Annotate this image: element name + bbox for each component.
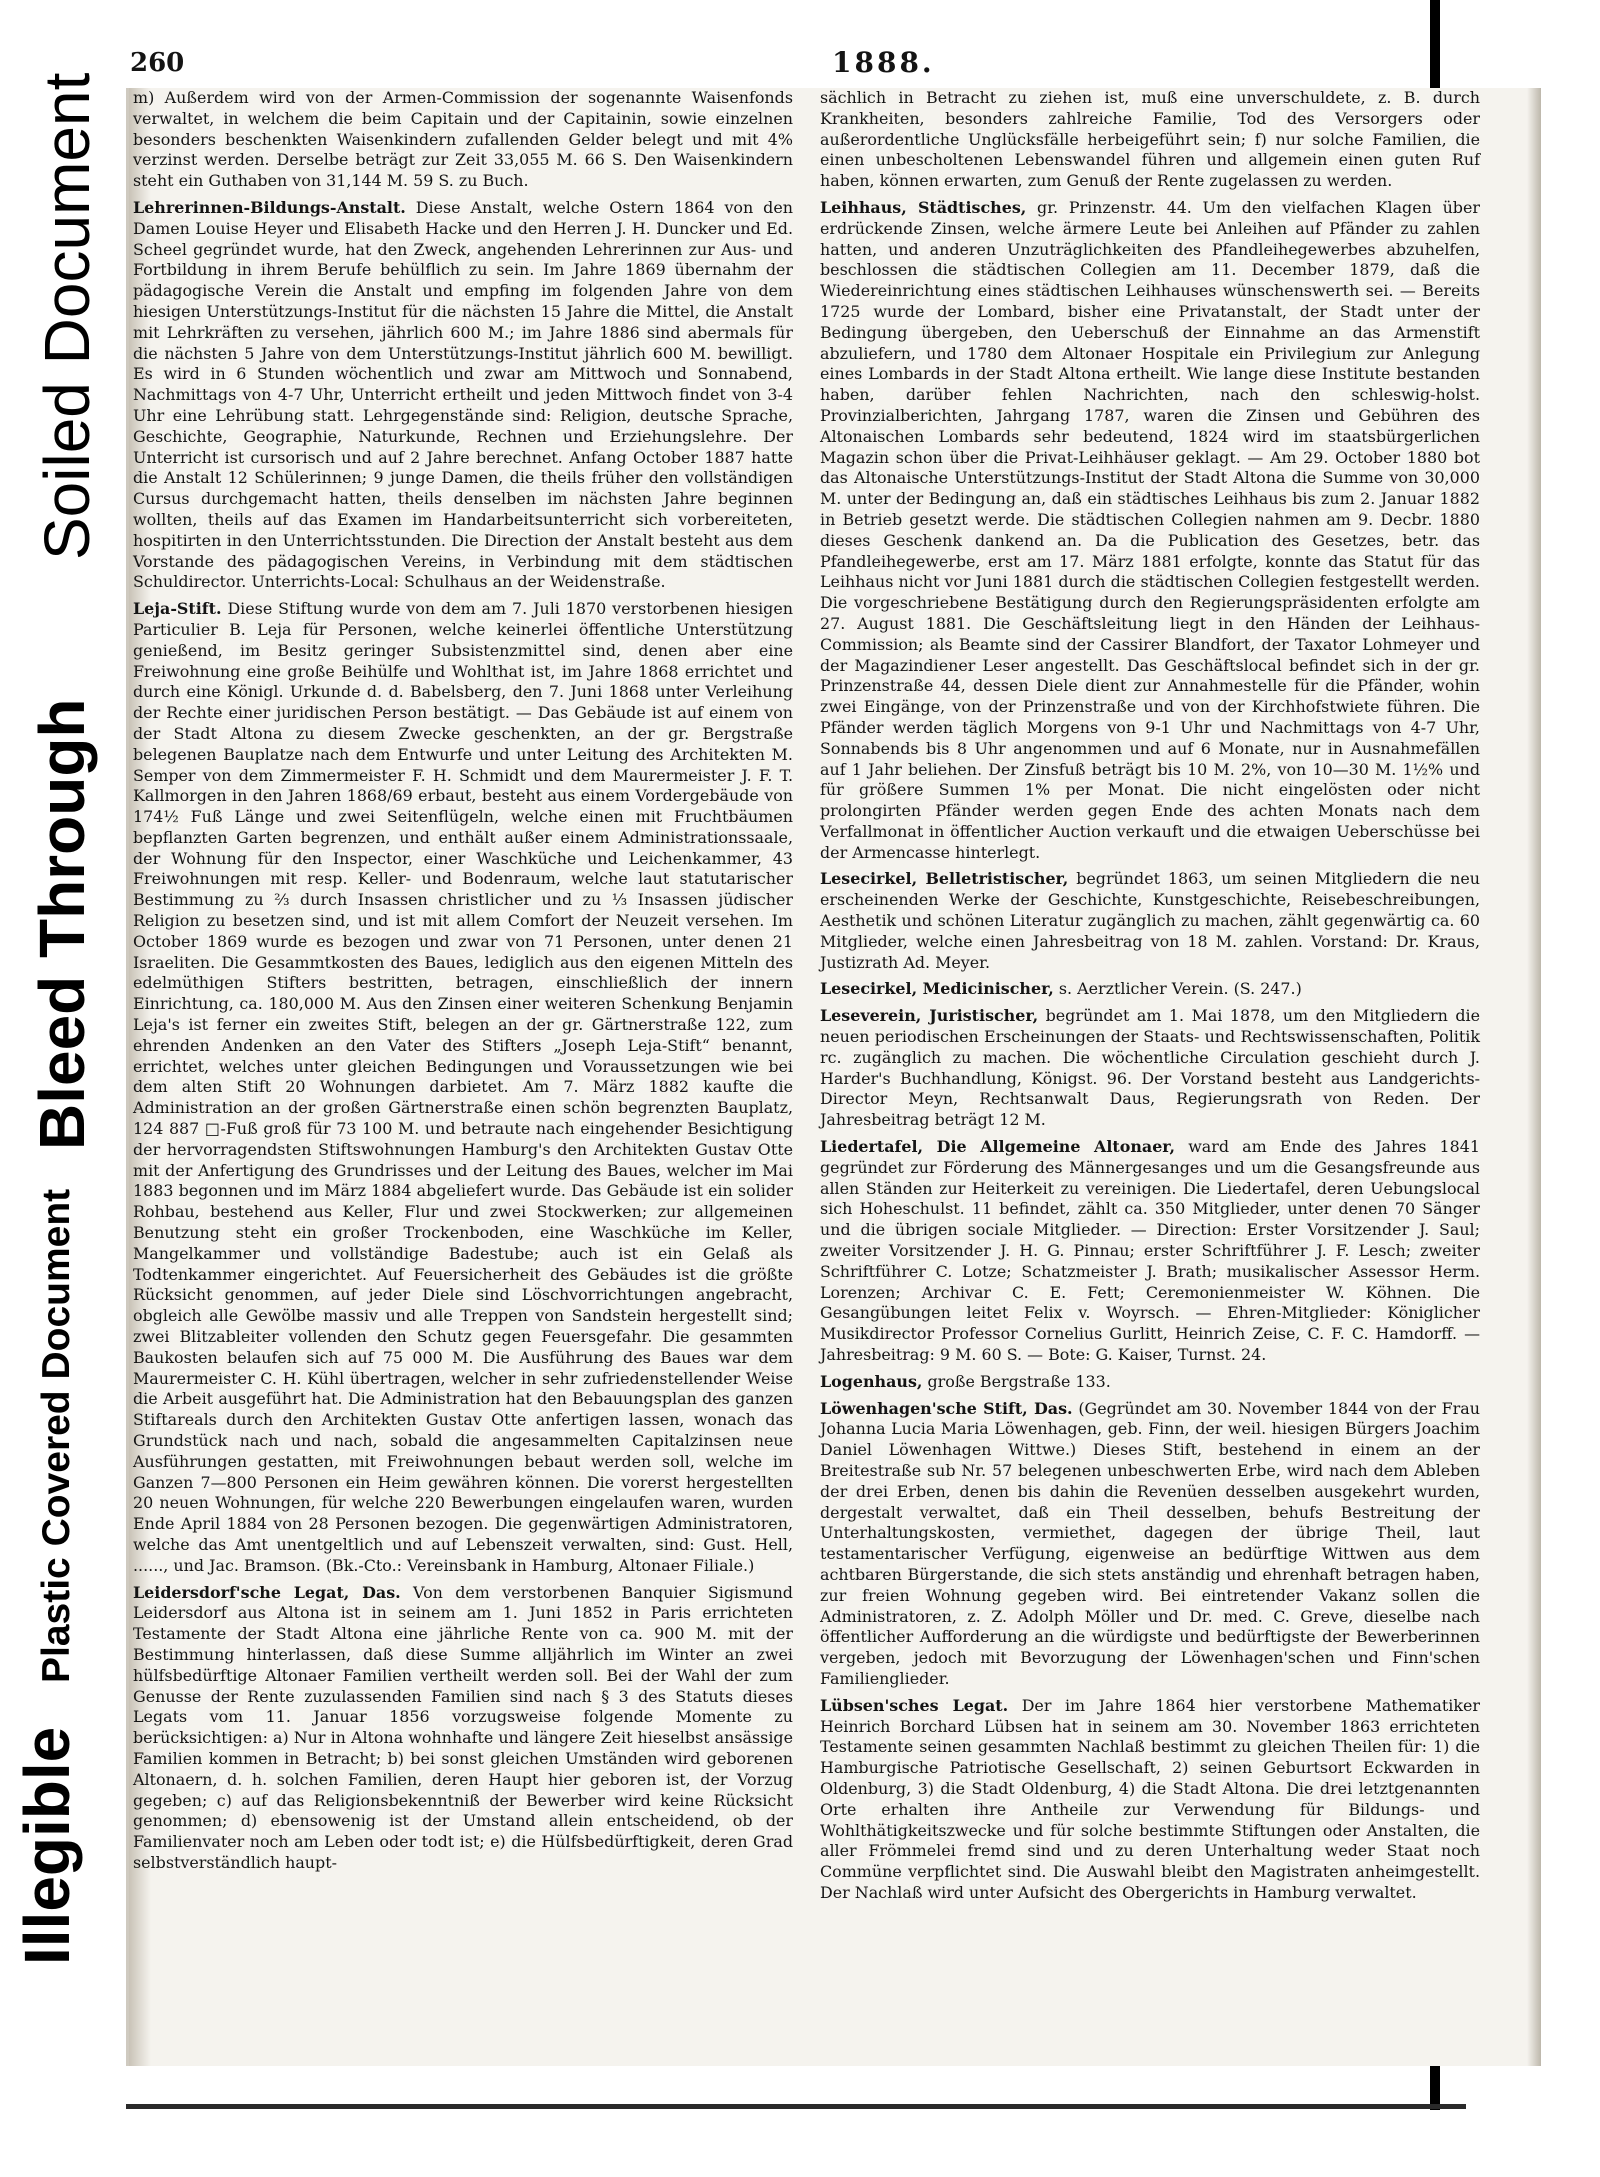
right-column <box>820 88 1480 1910</box>
entry-text: s. Aerztlicher Verein. (S. 247.) <box>1058 979 1302 999</box>
entry-text: sächlich in Betracht zu ziehen ist, muß eine unverschuldete, z. B. durch Krankheiten, besonders zahlreiche Familie, Tod des Versorgers oder außerordentliche Unglücksfälle herbeigeführt sein; f) nur solche Familien, die einen unbescholtenen Lebenswandel führen und allgemein einen guten Ruf haben, können erwarten, zum Genuß der Rente zugelassen zu werden. <box>820 88 1480 191</box>
entry-lemma: Löwenhagen'sche Stift, Das. <box>820 1398 1073 1418</box>
stamp-plastic-covered: Plastic Covered Document <box>35 1188 78 1683</box>
scan-edge-bottom <box>126 2104 1466 2109</box>
entry-lemma: Lesecirkel, Belletristischer, <box>820 869 1069 889</box>
entry-text: ward am Ende des Jahres 1841 gegründet zur Förderung des Männergesanges und um die Gesangsfreunde aus allen Ständen zur Heiterkeit zu vereinigen. Die Liedertafel, deren Uebungslocal sich Hoheschulst. 11 befindet, zählt ca. 350 Mitglieder, unter denen 70 Sänger und die übrigen sociale Mitglieder. — Direction: Erster Vorsitzender J. Saul; zweiter Vorsitzender J. H. G. Pinnau; erster Schriftführer J. F. Lesch; zweiter Schriftführer C. Lotze; Schatzmeister J. Brath; musikalischer Assessor Herm. Lorenzen; Archivar C. E. Fett; Ceremonienmeister W. Köhnen. Die Gesangübungen leitet Felix v. Woyrsch. — Ehren-Mitglieder: Königlicher Musikdirector Professor Cornelius Gurlitt, Heinrich Zeise, C. F. C. Hamdorff. — Jahresbeitrag: 9 M. 60 S. — Bote: G. Kaiser, Turnst. 24. <box>820 1137 1480 1365</box>
entry-paragraph <box>820 88 1480 192</box>
stamp-bleed-through: Bleed Through <box>26 698 98 1150</box>
entry-lemma: Leja-Stift. <box>133 599 222 619</box>
entry-text: gr. Prinzenstr. 44. Um den vielfachen Klagen über erdrückende Zinsen, welche ärmere Leute bei Anleihen auf Pfänder zu zahlen hatten, und anderen Unzuträglichkeiten des Pfandleihegewerbes abzuhelfen, beschlossen die städtischen Collegien am 11. December 1879, daß die Wiedereinrichtung eines städtischen Leihhauses wünschenswerth sei. — Bereits 1725 wurde der Lombard, bisher eine Privatanstalt, der Stadt unter der Bedingung übergeben, den Ueberschuß der Einnahme an das Armenstift abzuliefern, und 1780 dem Altonaer Hospitale ein Privilegium zur Anlegung eines Lombards in der Stadt Altona ertheilt. Wie lange diese Institute bestanden haben, darüber fehlen Nachrichten, nach den schleswig-holst. Provinzialberichten, Jahrgang 1787, waren die Zinsen und Gebühren des Altonaischen Lombards sehr bedeutend, 1824 wird im staatsbürgerlichen Magazin schon über die Privat-Leihhäuser geklagt. — Am 29. October 1880 bot das Altonaische Unterstützungs-Institut der Stadt Altona die Summe von 30,000 M. unter der Bedingung an, daß ein städtisches Leihhaus bis zum 2. Januar 1882 in Betrieb gesetzt werde. Die städtischen Collegien nahmen am 9. Decbr. 1880 dieses Geschenk dankend an. Da die Publication des Gesetzes, betr. das Pfandleihegewerbe, erst am 17. März 1881 erfolgte, konnte das Statut für das Leihhaus nicht vor Juni 1881 durch die städtischen Collegien festgestellt werden. Die vorgeschriebene Bestätigung durch den Regierungspräsidenten erfolgte am 27. August 1881. Die Geschäftsleitung liegt in den Händen der Leihhaus-Commission; als Beamte sind der Cassirer Blandfort, der Taxator Lohmeyer und der Magazindiener Leser angestellt. Das Geschäftslocal befindet sich in der gr. Prinzenstraße 44, dessen Diele dient zur Annahmestelle für die Pfänder, wohin zwei Eingänge, von der Prinzenstraße und von der Kirchhofstwiete führen. Die Pfänder werden täglich Morgens von 9-1 Uhr und Nachmittags von 4-7 Uhr, Sonnabends bis 8 Uhr angenommen und auf 6 Monate, nur in Ausnahmefällen auf 1 Jahr beliehen. Der Zinsfuß beträgt bis 10 M. 2%, von 10—30 M. 1½% und für größere Summen 1% per Monat. Die nicht eingelösten oder nicht prolongirten Pfänder werden gegen Ende des achten Monats nach dem Verfallmonat in öffentlicher Auction verkauft und die etwaigen Ueberschüsse bei der Armencasse hinterlegt. <box>820 197 1480 862</box>
page-year: 1888. <box>832 46 935 79</box>
entry-lemma: Lesecirkel, Medicinischer, <box>820 979 1054 999</box>
entry-text: große Bergstraße 133. <box>927 1371 1111 1391</box>
entry-paragraph <box>820 1137 1480 1366</box>
page-number: 260 <box>130 48 185 78</box>
entry-text: Der im Jahre 1864 hier verstorbene Mathematiker Heinrich Borchard Lübsen hat in seinem am 30. November 1863 errichteten Testamente seinen gesammten Nachlaß bestimmt zu gleichen Theilen für: 1) die Hamburgische Patriotische Gesellschaft, 2) seinen Geburtsort Eckwarden in Oldenburg, 3) die Stadt Oldenburg, 4) die Stadt Altona. Die drei letztgenannten Orte erhalten ihre Antheile zur Verwendung für Bildungs- und Wohlthätigkeitszwecke und für solche bestimmte Stiftungen oder Anstalten, die aller Frömmelei fremd sind und zu deren Unterhaltung weder Staat noch Commüne verpflichtet sind. Die Auswahl bleibt den Magistraten anheimgestellt. Der Nachlaß wird unter Aufsicht des Obergerichts in Hamburg verwaltet. <box>820 1695 1480 1902</box>
entry-lemma: Lehrerinnen-Bildungs-Anstalt. <box>133 197 406 217</box>
entry-lemma: Logenhaus, <box>820 1371 923 1391</box>
entry-text: m) Außerdem wird von der Armen-Commission der sogenannte Waisenfonds verwaltet, in welchem die beim Capitain und der Capitainin, sowie einzelnen besonders beschenkten Waisenkindern zufallenden Gelder belegt und mit 4% verzinst werden. Derselbe beträgt zur Zeit 33,055 M. 66 S. Den Waisenkindern steht ein Guthaben von 31,144 M. 59 S. zu Buch. <box>133 88 793 191</box>
entry-paragraph <box>820 869 1480 973</box>
entry-paragraph <box>133 198 793 593</box>
entry-text: (Gegründet am 30. November 1844 von der Frau Johanna Lucia Maria Löwenhagen, geb. Finn, der weil. hiesigen Bürgers Joachim Daniel Löwenhagen Wittwe.) Dieses Stift, bestehend in einem an der Breitestraße sub Nr. 57 belegenen unbeschwerten Erbe, wird nach dem Ableben der drei Erben, denen bis dahin die Revenüen desselben ausgekehrt wurden, dergestalt verwaltet, daß ein Theil desselben, behufs Bestreitung der Unterhaltungskosten, vermiethet, dagegen der übrige Theil, laut testamentarischer Verfügung, eigenweise an bedürftige Wittwen aus dem achtbaren Bürgerstande, die sich stets anständig und ehrenhaft betragen haben, zur freien Wohnung gegeben wird. Bei eintretender Vakanz sollen die Administratoren, z. Z. Adolph Möller und Dr. med. C. Greve, dieselbe nach öffentlicher Aufforderung an die würdigste und bedürftigste der Bewerberinnen vergeben, jedoch mit Bevorzugung der Löwenhagen'schen und Finn'schen Familienglieder. <box>820 1398 1480 1688</box>
stamp-soiled-document: Soiled Document <box>31 72 103 560</box>
entry-paragraph <box>820 979 1480 1000</box>
entry-lemma: Leseverein, Juristischer, <box>820 1006 1039 1026</box>
entry-text: begründet am 1. Mai 1878, um den Mitgliedern die neuen periodischen Erscheinungen der Staats- und Rechtswissenschaften, Politik rc. zugänglich zu machen. Die wöchentliche Circulation geschieht durch J. Harder's Buchhandlung, Königst. 96. Der Vorstand besteht aus Landgerichts-Director Meyn, Rechtsanwalt Daus, Regierungsrath von Reden. Der Jahresbeitrag beträgt 12 M. <box>820 1006 1480 1130</box>
entry-lemma: Leihhaus, Städtisches, <box>820 197 1027 217</box>
entry-paragraph <box>133 88 793 192</box>
entry-paragraph <box>133 599 793 1576</box>
entry-lemma: Liedertafel, Die Allgemeine Altonaer, <box>820 1137 1176 1157</box>
entry-paragraph <box>133 1583 793 1874</box>
entry-paragraph <box>820 1006 1480 1131</box>
page-edge-shadow <box>1527 88 1541 2066</box>
left-column <box>133 88 793 1880</box>
entry-paragraph <box>820 1696 1480 1904</box>
stamp-illegible: Illegible <box>11 1726 83 1965</box>
entry-lemma: Lübsen'sches Legat. <box>820 1695 1009 1715</box>
entry-text: begründet 1863, um seinen Mitgliedern die neu erscheinenden Werke der Geschichte, Kunstgeschichte, Reisebeschreibungen, Aesthetik und schönen Literatur zugänglich zu machen, zählt gegenwärtig ca. 60 Mitglieder, welche einen Jahresbeitrag von 18 M. zahlen. Vorstand: Dr. Kraus, Justizrath Ad. Meyer. <box>820 869 1480 972</box>
entry-text: Diese Stiftung wurde von dem am 7. Juli 1870 verstorbenen hiesigen Particulier B. Leja für Personen, welche keinerlei öffentliche Unterstützung genießend, im Besitz geringer Subsistenzmittel sind, denen aber eine Freiwohnung eine große Beihülfe und Wohlthat ist, im Jahre 1868 errichtet und durch eine Königl. Urkunde d. d. Babelsberg, den 7. Juni 1868 unter Verleihung der Rechte einer juridischen Person bestätigt. — Das Gebäude ist auf einem von der Stadt Altona zu diesem Zwecke geschenkten, an der gr. Bergstraße belegenen Bauplatze nach dem Entwurfe und unter Leitung des Architekten M. Semper von dem Zimmermeister F. H. Schmidt und dem Maurermeister J. F. T. Kallmorgen in den Jahren 1868/69 erbaut, besteht aus einem Vordergebäude von 174½ Fuß Länge und zwei Seitenflügeln, welche einen mit Fruchtbäumen bepflanzten Garten begrenzen, und enthält außer einem Administrationssaale, der Wohnung für den Inspector, einer Waschküche und Leichenkammer, 43 Freiwohnungen mit resp. Keller- und Bodenraum, welche laut statutarischer Bestimmung zu ⅔ durch Insassen christlicher und zu ⅓ Insassen jüdischer Religion zu besetzen sind, und ist mit allem Comfort der Neuzeit versehen. Im October 1869 wurde es bezogen und zwar von 71 Personen, unter denen 21 Israeliten. Die Gesammtkosten des Baues, lediglich aus den eigenen Mitteln des edelmüthigen Stifters bestritten, betragen, einschließlich der innern Einrichtung, ca. 180,000 M. Aus den Zinsen einer weiteren Schenkung Benjamin Leja's ist ferner ein zweites Stift, belegen an der gr. Gärtnerstraße 122, zum ehrenden Andenken an den Vater des Stifters „Joseph Leja-Stift“ benannt, errichtet, welches unter gleichen Bedingungen und Voraussetzungen wie bei dem alten Stift 20 Wohnungen darbietet. Am 7. März 1882 kaufte die Administration an der großen Gärtnerstraße einen schön begrenzten Bauplatz, 124 887 □-Fuß groß für 73 100 M. und betraute nach eingehender Besichtigung der hervorragendsten Stiftswohnungen Hamburg's den Architekten Gustav Otte mit der Anfertigung des Grundrisses und der Leitung des Baues, welcher im Mai 1883 begonnen und im März 1884 abgeliefert wurde. Das Gebäude ist ein solider Rohbau, bestehend aus Keller, Flur und zwei Stockwerken; zur allgemeinen Benutzung steht ein großer Trockenboden, eine Waschküche im Keller, Mangelkammer und vollständige Badestube; auch ist ein Gelaß als Todtenkammer eingerichtet. Auf Feuersicherheit des Gebäudes ist die größte Rücksicht genommen, auf jeder Diele sind Löschvorrichtungen angebracht, obgleich alle Gewölbe massiv und alle Treppen von Sandstein hergestellt sind; zwei Blitzableiter vollenden den Schutz gegen Feuersgefahr. Die gesammten Baukosten belaufen sich auf 75 000 M. Die Ausführung des Baues war dem Maurermeister C. H. Kühl übertragen, welcher in sehr zufriedenstellender Weise die Arbeit ausgeführt hat. Die Administration hat den Bebauungsplan des ganzen Stiftareals durch den Architekten Gustav Otte anfertigen lassen, wonach das Grundstück nach und nach, sobald die angesammelten Capitalzinsen neue Ausführungen gestatten, mit Freiwohnungen bebaut werden soll, welche im Ganzen 7—800 Personen ein Heim gewähren können. Die vorerst hergestellten 20 neuen Wohnungen, für welche 220 Bewerbungen eingelaufen waren, wurden Ende April 1884 von 28 Personen bezogen. Die gegenwärtigen Administratoren, welche das Amt unentgeltlich und auf Lebenszeit verwalten, sind: Gust. Hell, ......, und Jac. Bramson. (Bk.-Cto.: Vereinsbank in Hamburg, Altonaer Filiale.) <box>133 599 793 1575</box>
entry-paragraph <box>820 1399 1480 1690</box>
entry-lemma: Leidersdorf'sche Legat, Das. <box>133 1582 401 1602</box>
entry-text: Diese Anstalt, welche Ostern 1864 von den Damen Louise Heyer und Elisabeth Hacke und den Herren J. H. Duncker und Ed. Scheel gegründet wurde, hat den Zweck, angehenden Lehrerinnen zur Aus- und Fortbildung in ihrem Berufe behülflich zu sein. Im Jahre 1869 übernahm der pädagogische Verein die Anstalt und empfing im folgenden Jahre von dem hiesigen Unterstützungs-Institut für die nächsten 15 Jahre die Mittel, die Anstalt mit Lehrkräften zu versehen, jährlich 600 M.; im Jahre 1886 sind abermals für die nächsten 5 Jahre von dem Unterstützungs-Institut jährlich 600 M. bewilligt. Es wird in 6 Stunden wöchentlich und zwar am Mittwoch und Sonnabend, Nachmittags von 4-7 Uhr, Unterricht ertheilt und jeden Mittwoch findet von 3-4 Uhr eine Lehrübung statt. Lehrgegenstände sind: Religion, deutsche Sprache, Geschichte, Geographie, Naturkunde, Rechnen und Erziehungslehre. Der Unterricht ist cursorisch und auf 2 Jahre berechnet. Anfang October 1887 hatte die Anstalt 12 Schülerinnen; 9 junge Damen, die theils früher den vollständigen Cursus durchgemacht hatten, theils denselben im nächsten Jahre beginnen wollten, theils auf das Examen im Handarbeitsunterricht sich vorbereiteten, hospitirten in den Unterrichtsstunden. Die Direction der Anstalt besteht aus dem Vorstande des pädagogischen Vereins, in Verbindung mit dem städtischen Schuldirector. Unterrichts-Local: Schulhaus an der Weidenstraße. <box>133 197 793 592</box>
entry-text: Von dem verstorbenen Banquier Sigismund Leidersdorf aus Altona ist in seinem am 1. Juni 1852 in Paris errichteten Testamente der Stadt Altona eine jährliche Rente von ca. 900 M. mit der Bestimmung hinterlassen, daß diese Summe alljährlich im Winter an zwei hülfsbedürftige Altonaer Familien vertheilt werden soll. Bei der Wahl der zum Genusse der Rente zuzulassenden Familien sind nach § 3 des Statuts dieses Legats vom 11. Januar 1856 vorzugsweise folgende Momente zu berücksichtigen: a) Nur in Altona wohnhafte und längere Zeit hieselbst ansässige Familien kommen in Betracht; b) bei sonst gleichen Umständen wird geborenen Altonaern, d. h. solchen Familien, deren Haupt hier geboren ist, der Vorzug gegeben; c) auf das Religionsbekenntniß der Bewerber wird keine Rücksicht genommen; d) ebensowenig ist der Umstand allein entscheidend, ob der Familienvater noch am Leben oder todt ist; e) die Hülfsbedürftigkeit, deren Grad selbstverständlich haupt- <box>133 1582 793 1872</box>
entry-paragraph <box>820 1372 1480 1393</box>
entry-paragraph <box>820 198 1480 864</box>
